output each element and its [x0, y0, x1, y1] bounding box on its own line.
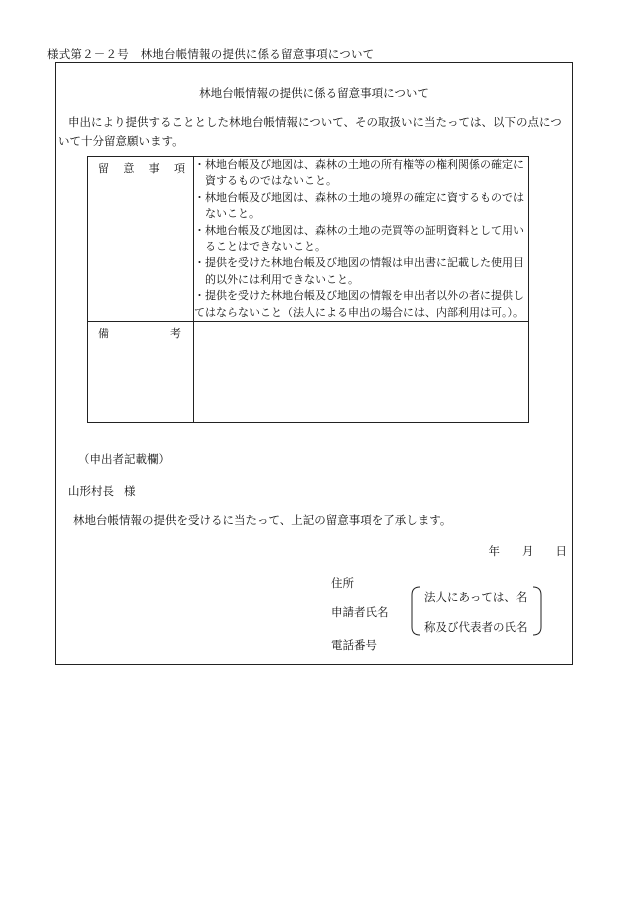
- applicant-name-label: 申請者氏名: [331, 605, 389, 619]
- notes-table: [87, 156, 529, 423]
- notes-label-char: 留: [98, 162, 109, 175]
- note-item: ・提供を受けた林地台帳及び地図の情報は申出書に記載した使用目的以外には利用できないこと。: [194, 256, 524, 286]
- notes-label-char: 意: [123, 162, 135, 175]
- notes-label-cell: [88, 157, 194, 322]
- notes-label-char: 項: [173, 162, 185, 175]
- remarks-label-cell: [88, 322, 194, 423]
- date-month-label: 月: [522, 544, 534, 558]
- remarks-row: [88, 322, 529, 423]
- notes-row: [88, 157, 529, 322]
- date-year-label: 年: [488, 544, 500, 558]
- notes-content-cell: [194, 157, 529, 322]
- document-title: 林地台帳情報の提供に係る留意事項について: [199, 86, 429, 100]
- phone-label: 電話番号: [331, 638, 377, 652]
- note-item: ・林地台帳及び地図は、森林の土地の所有権等の権利関係の確定に資するものではないこと。: [194, 158, 524, 188]
- form-number: 様式第２－２号 林地台帳情報の提供に係る留意事項について: [47, 47, 375, 61]
- note-item: ・提供を受けた林地台帳及び地図の情報を申出者以外の者に提供してはならないこと（法人による申出の場合には、内部利用は可。）。: [194, 289, 524, 319]
- form-frame: [55, 62, 573, 665]
- addressee: [68, 483, 136, 499]
- notes-label-char: 事: [148, 162, 160, 175]
- intro-text: 申出により提供することとした林地台帳情報について、その取扱いに当たっては、以下の点について十分留意願います。: [58, 115, 562, 148]
- remarks-field[interactable]: [194, 322, 529, 423]
- note-item: ・林地台帳及び地図は、森林の土地の境界の確定に資するものではないこと。: [194, 190, 524, 221]
- note-item: ・林地台帳及び地図は、森林の土地の売買等の証明資料として用いることはできないこと。: [194, 223, 524, 254]
- remarks-label-char: 備: [98, 327, 109, 341]
- remarks-label-char: 考: [170, 327, 181, 341]
- corporation-note-line: 称及び代表者の氏名: [424, 620, 528, 634]
- corporation-note-line: 法人にあっては、名: [424, 590, 528, 604]
- date-day-label: 日: [555, 544, 567, 558]
- applicant-section-label: （申出者記載欄）: [78, 452, 170, 466]
- addressee-name: 山形村長: [68, 484, 114, 498]
- date-line[interactable]: [489, 543, 568, 559]
- consent-statement: 林地台帳情報の提供を受けるに当たって、上記の留意事項を了承します。: [73, 513, 452, 527]
- addressee-honorific: 様: [124, 484, 136, 498]
- corporation-note: [408, 585, 545, 637]
- address-label: 住所: [331, 576, 354, 590]
